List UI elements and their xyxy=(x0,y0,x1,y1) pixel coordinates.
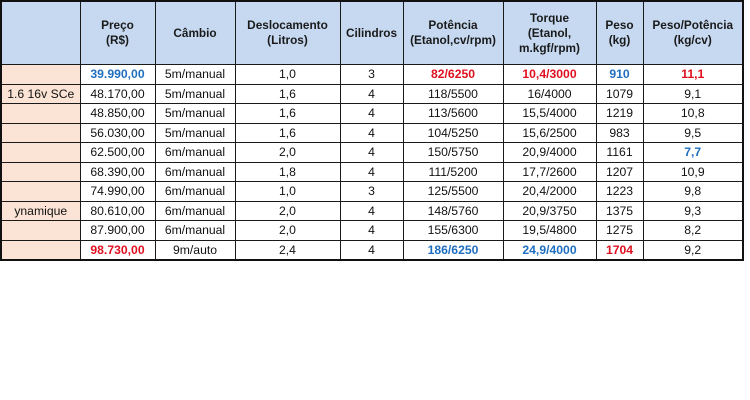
power-cell: 155/6300 xyxy=(403,221,503,241)
weight-cell: 983 xyxy=(596,123,643,143)
model-cell xyxy=(1,240,80,260)
torque-cell: 24,9/4000 xyxy=(503,240,596,260)
torque-cell: 20,4/2000 xyxy=(503,182,596,202)
weight-cell: 1223 xyxy=(596,182,643,202)
transmission-cell: 6m/manual xyxy=(155,143,235,163)
header-model xyxy=(1,1,80,65)
displacement-cell: 1,6 xyxy=(235,104,340,124)
header-row xyxy=(1,1,743,65)
power-cell: 113/5600 xyxy=(403,104,503,124)
power-cell: 186/6250 xyxy=(403,240,503,260)
cylinders-cell: 3 xyxy=(340,182,403,202)
price-cell: 62.500,00 xyxy=(80,143,155,163)
model-cell: ynamique xyxy=(1,201,80,221)
price-cell: 98.730,00 xyxy=(80,240,155,260)
table-row xyxy=(1,143,743,163)
displacement-cell: 1,8 xyxy=(235,162,340,182)
torque-cell: 17,7/2600 xyxy=(503,162,596,182)
transmission-cell: 5m/manual xyxy=(155,84,235,104)
model-cell xyxy=(1,65,80,85)
header-weight: Peso (kg) xyxy=(596,1,643,65)
table-row xyxy=(1,84,743,104)
torque-cell: 10,4/3000 xyxy=(503,65,596,85)
weight-cell: 1207 xyxy=(596,162,643,182)
transmission-cell: 9m/auto xyxy=(155,240,235,260)
model-cell xyxy=(1,162,80,182)
price-cell: 39.990,00 xyxy=(80,65,155,85)
header-weight-power: Peso/Potência (kg/cv) xyxy=(643,1,743,65)
model-cell xyxy=(1,104,80,124)
weight-power-cell: 9,3 xyxy=(643,201,743,221)
displacement-cell: 1,6 xyxy=(235,84,340,104)
model-cell xyxy=(1,182,80,202)
transmission-cell: 6m/manual xyxy=(155,201,235,221)
weight-cell: 1079 xyxy=(596,84,643,104)
transmission-cell: 6m/manual xyxy=(155,221,235,241)
price-cell: 48.170,00 xyxy=(80,84,155,104)
weight-power-cell: 7,7 xyxy=(643,143,743,163)
weight-power-cell: 9,5 xyxy=(643,123,743,143)
weight-cell: 910 xyxy=(596,65,643,85)
model-cell xyxy=(1,123,80,143)
price-cell: 68.390,00 xyxy=(80,162,155,182)
weight-power-cell: 10,8 xyxy=(643,104,743,124)
weight-cell: 1161 xyxy=(596,143,643,163)
header-transmission: Câmbio xyxy=(155,1,235,65)
power-cell: 82/6250 xyxy=(403,65,503,85)
power-cell: 104/5250 xyxy=(403,123,503,143)
transmission-cell: 5m/manual xyxy=(155,123,235,143)
header-torque: Torque (Etanol, m.kgf/rpm) xyxy=(503,1,596,65)
weight-power-cell: 9,2 xyxy=(643,240,743,260)
table-row xyxy=(1,162,743,182)
table-row xyxy=(1,123,743,143)
model-cell xyxy=(1,221,80,241)
displacement-cell: 1,0 xyxy=(235,182,340,202)
cylinders-cell: 4 xyxy=(340,143,403,163)
price-cell: 87.900,00 xyxy=(80,221,155,241)
power-cell: 150/5750 xyxy=(403,143,503,163)
torque-cell: 20,9/3750 xyxy=(503,201,596,221)
power-cell: 125/5500 xyxy=(403,182,503,202)
weight-power-cell: 10,9 xyxy=(643,162,743,182)
transmission-cell: 6m/manual xyxy=(155,162,235,182)
price-cell: 56.030,00 xyxy=(80,123,155,143)
cylinders-cell: 4 xyxy=(340,104,403,124)
header-price: Preço (R$) xyxy=(80,1,155,65)
price-cell: 48.850,00 xyxy=(80,104,155,124)
table-row xyxy=(1,182,743,202)
table-row xyxy=(1,240,743,260)
power-cell: 148/5760 xyxy=(403,201,503,221)
cylinders-cell: 4 xyxy=(340,123,403,143)
price-cell: 74.990,00 xyxy=(80,182,155,202)
weight-power-cell: 11,1 xyxy=(643,65,743,85)
cylinders-cell: 4 xyxy=(340,201,403,221)
torque-cell: 20,9/4000 xyxy=(503,143,596,163)
table-row xyxy=(1,221,743,241)
displacement-cell: 1,6 xyxy=(235,123,340,143)
header-cylinders: Cilindros xyxy=(340,1,403,65)
weight-cell: 1219 xyxy=(596,104,643,124)
header-power: Potência (Etanol,cv/rpm) xyxy=(403,1,503,65)
displacement-cell: 2,4 xyxy=(235,240,340,260)
model-cell xyxy=(1,143,80,163)
torque-cell: 15,6/2500 xyxy=(503,123,596,143)
displacement-cell: 2,0 xyxy=(235,221,340,241)
price-cell: 80.610,00 xyxy=(80,201,155,221)
cylinders-cell: 4 xyxy=(340,162,403,182)
power-cell: 111/5200 xyxy=(403,162,503,182)
weight-power-cell: 8,2 xyxy=(643,221,743,241)
weight-cell: 1375 xyxy=(596,201,643,221)
displacement-cell: 2,0 xyxy=(235,201,340,221)
torque-cell: 19,5/4800 xyxy=(503,221,596,241)
header-displacement: Deslocamento (Litros) xyxy=(235,1,340,65)
torque-cell: 16/4000 xyxy=(503,84,596,104)
cylinders-cell: 4 xyxy=(340,221,403,241)
cylinders-cell: 4 xyxy=(340,84,403,104)
cylinders-cell: 4 xyxy=(340,240,403,260)
displacement-cell: 2,0 xyxy=(235,143,340,163)
transmission-cell: 5m/manual xyxy=(155,65,235,85)
model-cell: 1.6 16v SCe xyxy=(1,84,80,104)
weight-cell: 1704 xyxy=(596,240,643,260)
transmission-cell: 6m/manual xyxy=(155,182,235,202)
table-row xyxy=(1,201,743,221)
table-row xyxy=(1,65,743,85)
weight-power-cell: 9,8 xyxy=(643,182,743,202)
displacement-cell: 1,0 xyxy=(235,65,340,85)
weight-cell: 1275 xyxy=(596,221,643,241)
power-cell: 118/5500 xyxy=(403,84,503,104)
transmission-cell: 5m/manual xyxy=(155,104,235,124)
cylinders-cell: 3 xyxy=(340,65,403,85)
torque-cell: 15,5/4000 xyxy=(503,104,596,124)
table-row xyxy=(1,104,743,124)
weight-power-cell: 9,1 xyxy=(643,84,743,104)
